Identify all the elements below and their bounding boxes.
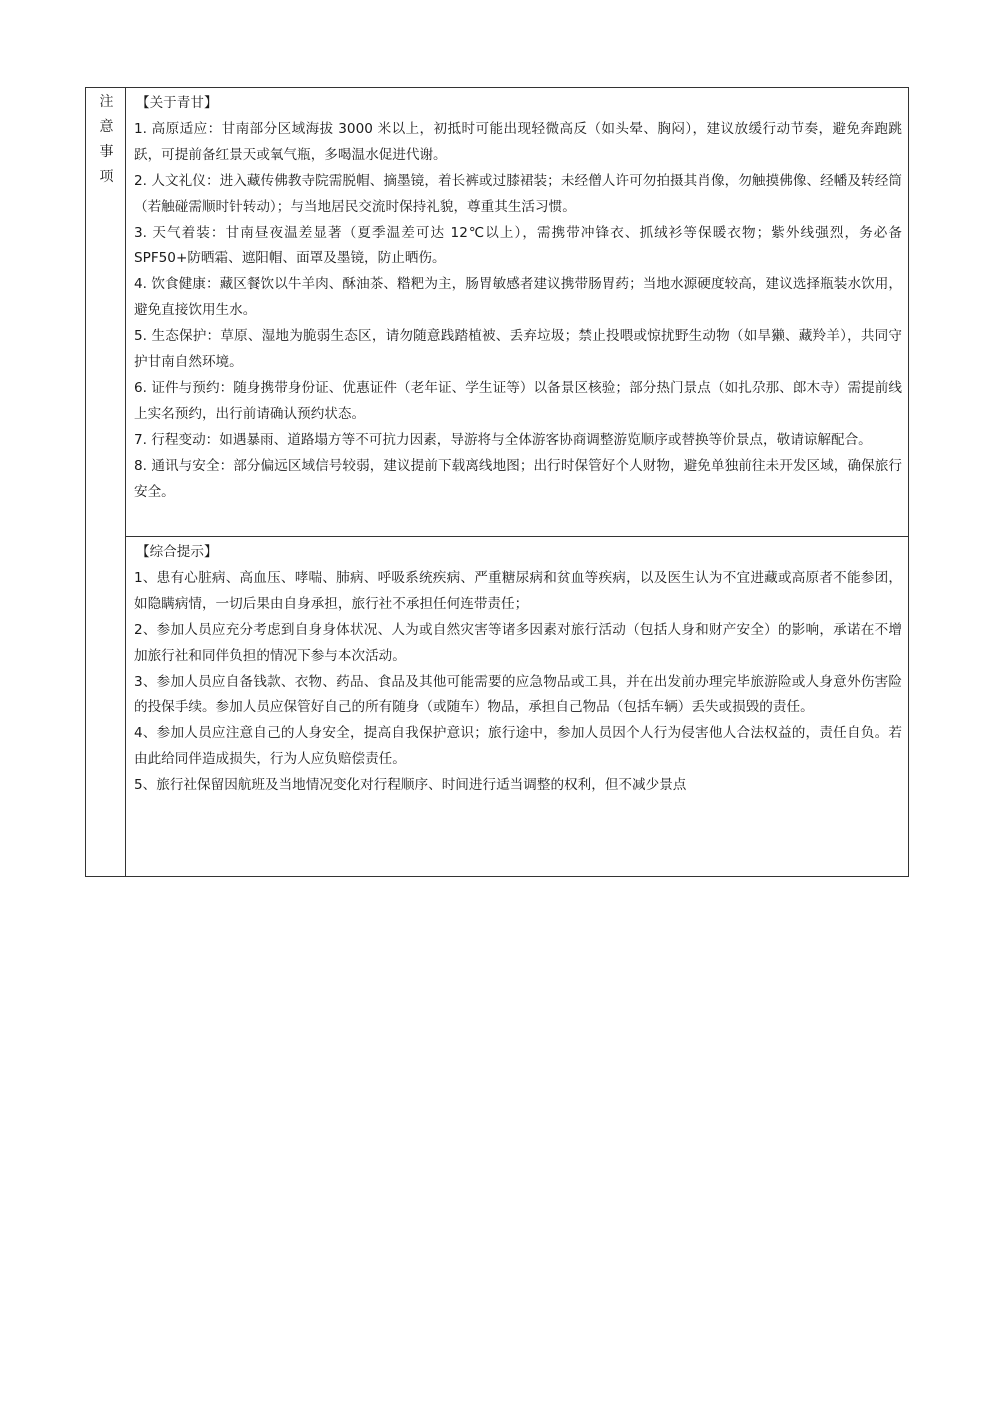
- general-tip-health: 1、患有心脏病、高血压、哮喘、肺病、呼吸系统疾病、严重糖尿病和贫血等疾病，以及医生认为不宜进藏或高原者不能参团，如隐瞒病情，一切后果由自身承担，旅行社不承担任何连带责任；: [134, 569, 902, 612]
- notes-label-char: 意: [99, 119, 114, 135]
- about-item-altitude: 1. 高原适应：甘南部分区域海拔 3000 米以上，初抵时可能出现轻微高反（如头晕、胸闷），建议放缓行动节奏，避免奔跑跳跃，可提前备红景天或氧气瓶，多喝温水促进代谢。: [134, 120, 902, 163]
- general-tip-adjustment: 5、旅行社保留因航班及当地情况变化对行程顺序、时间进行适当调整的权利，但不减少景点: [134, 777, 687, 794]
- notes-table: [85, 87, 909, 877]
- notes-label-char: 事: [99, 144, 114, 160]
- about-item-documents: 6. 证件与预约：随身携带身份证、优惠证件（老年证、学生证等）以备景区核验；部分热门景点（如扎尕那、郎木寺）需提前线上实名预约，出行前请确认预约状态。: [134, 379, 902, 422]
- about-item-weather: 3. 天气着装：甘南昼夜温差显著（夏季温差可达 12℃以上），需携带冲锋衣、抓绒衫等保暖衣物；紫外线强烈，务必备 SPF50+防晒霜、遮阳帽、面罩及墨镜，防止晒伤。: [134, 224, 902, 267]
- general-tips-section: [126, 537, 909, 877]
- general-tips-heading: 【综合提示】: [136, 544, 218, 560]
- about-item-ecology: 5. 生态保护：草原、湿地为脆弱生态区，请勿随意践踏植被、丢弃垃圾；禁止投喂或惊扰野生动物（如旱獭、藏羚羊），共同守护甘南自然环境。: [134, 328, 902, 371]
- general-tip-insurance: 3、参加人员应自备钱款、衣物、药品、食品及其他可能需要的应急物品或工具，并在出发前办理完毕旅游险或人身意外伤害险的投保手续。参加人员应保管好自己的所有随身（或随车）物品，承担自己物品（包括车辆）丢失或损毁的责任。: [134, 673, 902, 716]
- notes-label-char: 项: [99, 169, 114, 185]
- about-item-food: 4. 饮食健康：藏区餐饮以牛羊肉、酥油茶、糌粑为主，肠胃敏感者建议携带肠胃药；当地水源硬度较高，建议选择瓶装水饮用，避免直接饮用生水。: [134, 276, 902, 319]
- general-tip-liability: 4、参加人员应注意自己的人身安全，提高自我保护意识；旅行途中，参加人员因个人行为侵害他人合法权益的，责任自负。若由此给同伴造成损失，行为人应负赔偿责任。: [134, 725, 902, 768]
- about-item-safety: 8. 通讯与安全：部分偏远区域信号较弱，建议提前下载离线地图；出行时保管好个人财物，避免单独前往未开发区域，确保旅行安全。: [134, 457, 902, 500]
- general-tip-risk: 2、参加人员应充分考虑到自身身体状况、人为或自然灾害等诸多因素对旅行活动（包括人身和财产安全）的影响，承诺在不增加旅行社和同伴负担的情况下参与本次活动。: [134, 621, 902, 664]
- notes-label-char: 注: [99, 94, 114, 110]
- about-item-itinerary: 7. 行程变动：如遇暴雨、道路塌方等不可抗力因素，导游将与全体游客协商调整游览顺序或替换等价景点，敬请谅解配合。: [134, 431, 872, 448]
- about-item-etiquette: 2. 人文礼仪：进入藏传佛教寺院需脱帽、摘墨镜，着长裤或过膝裙装；未经僧人许可勿拍摄其肖像，勿触摸佛像、经幡及转经筒（若触碰需顺时针转动）；与当地居民交流时保持礼貌，尊重其生活习惯。: [134, 172, 902, 215]
- about-qinggan-section: [126, 88, 909, 537]
- about-qinggan-heading: 【关于青甘】: [136, 95, 218, 111]
- notes-label-cell: [86, 88, 126, 877]
